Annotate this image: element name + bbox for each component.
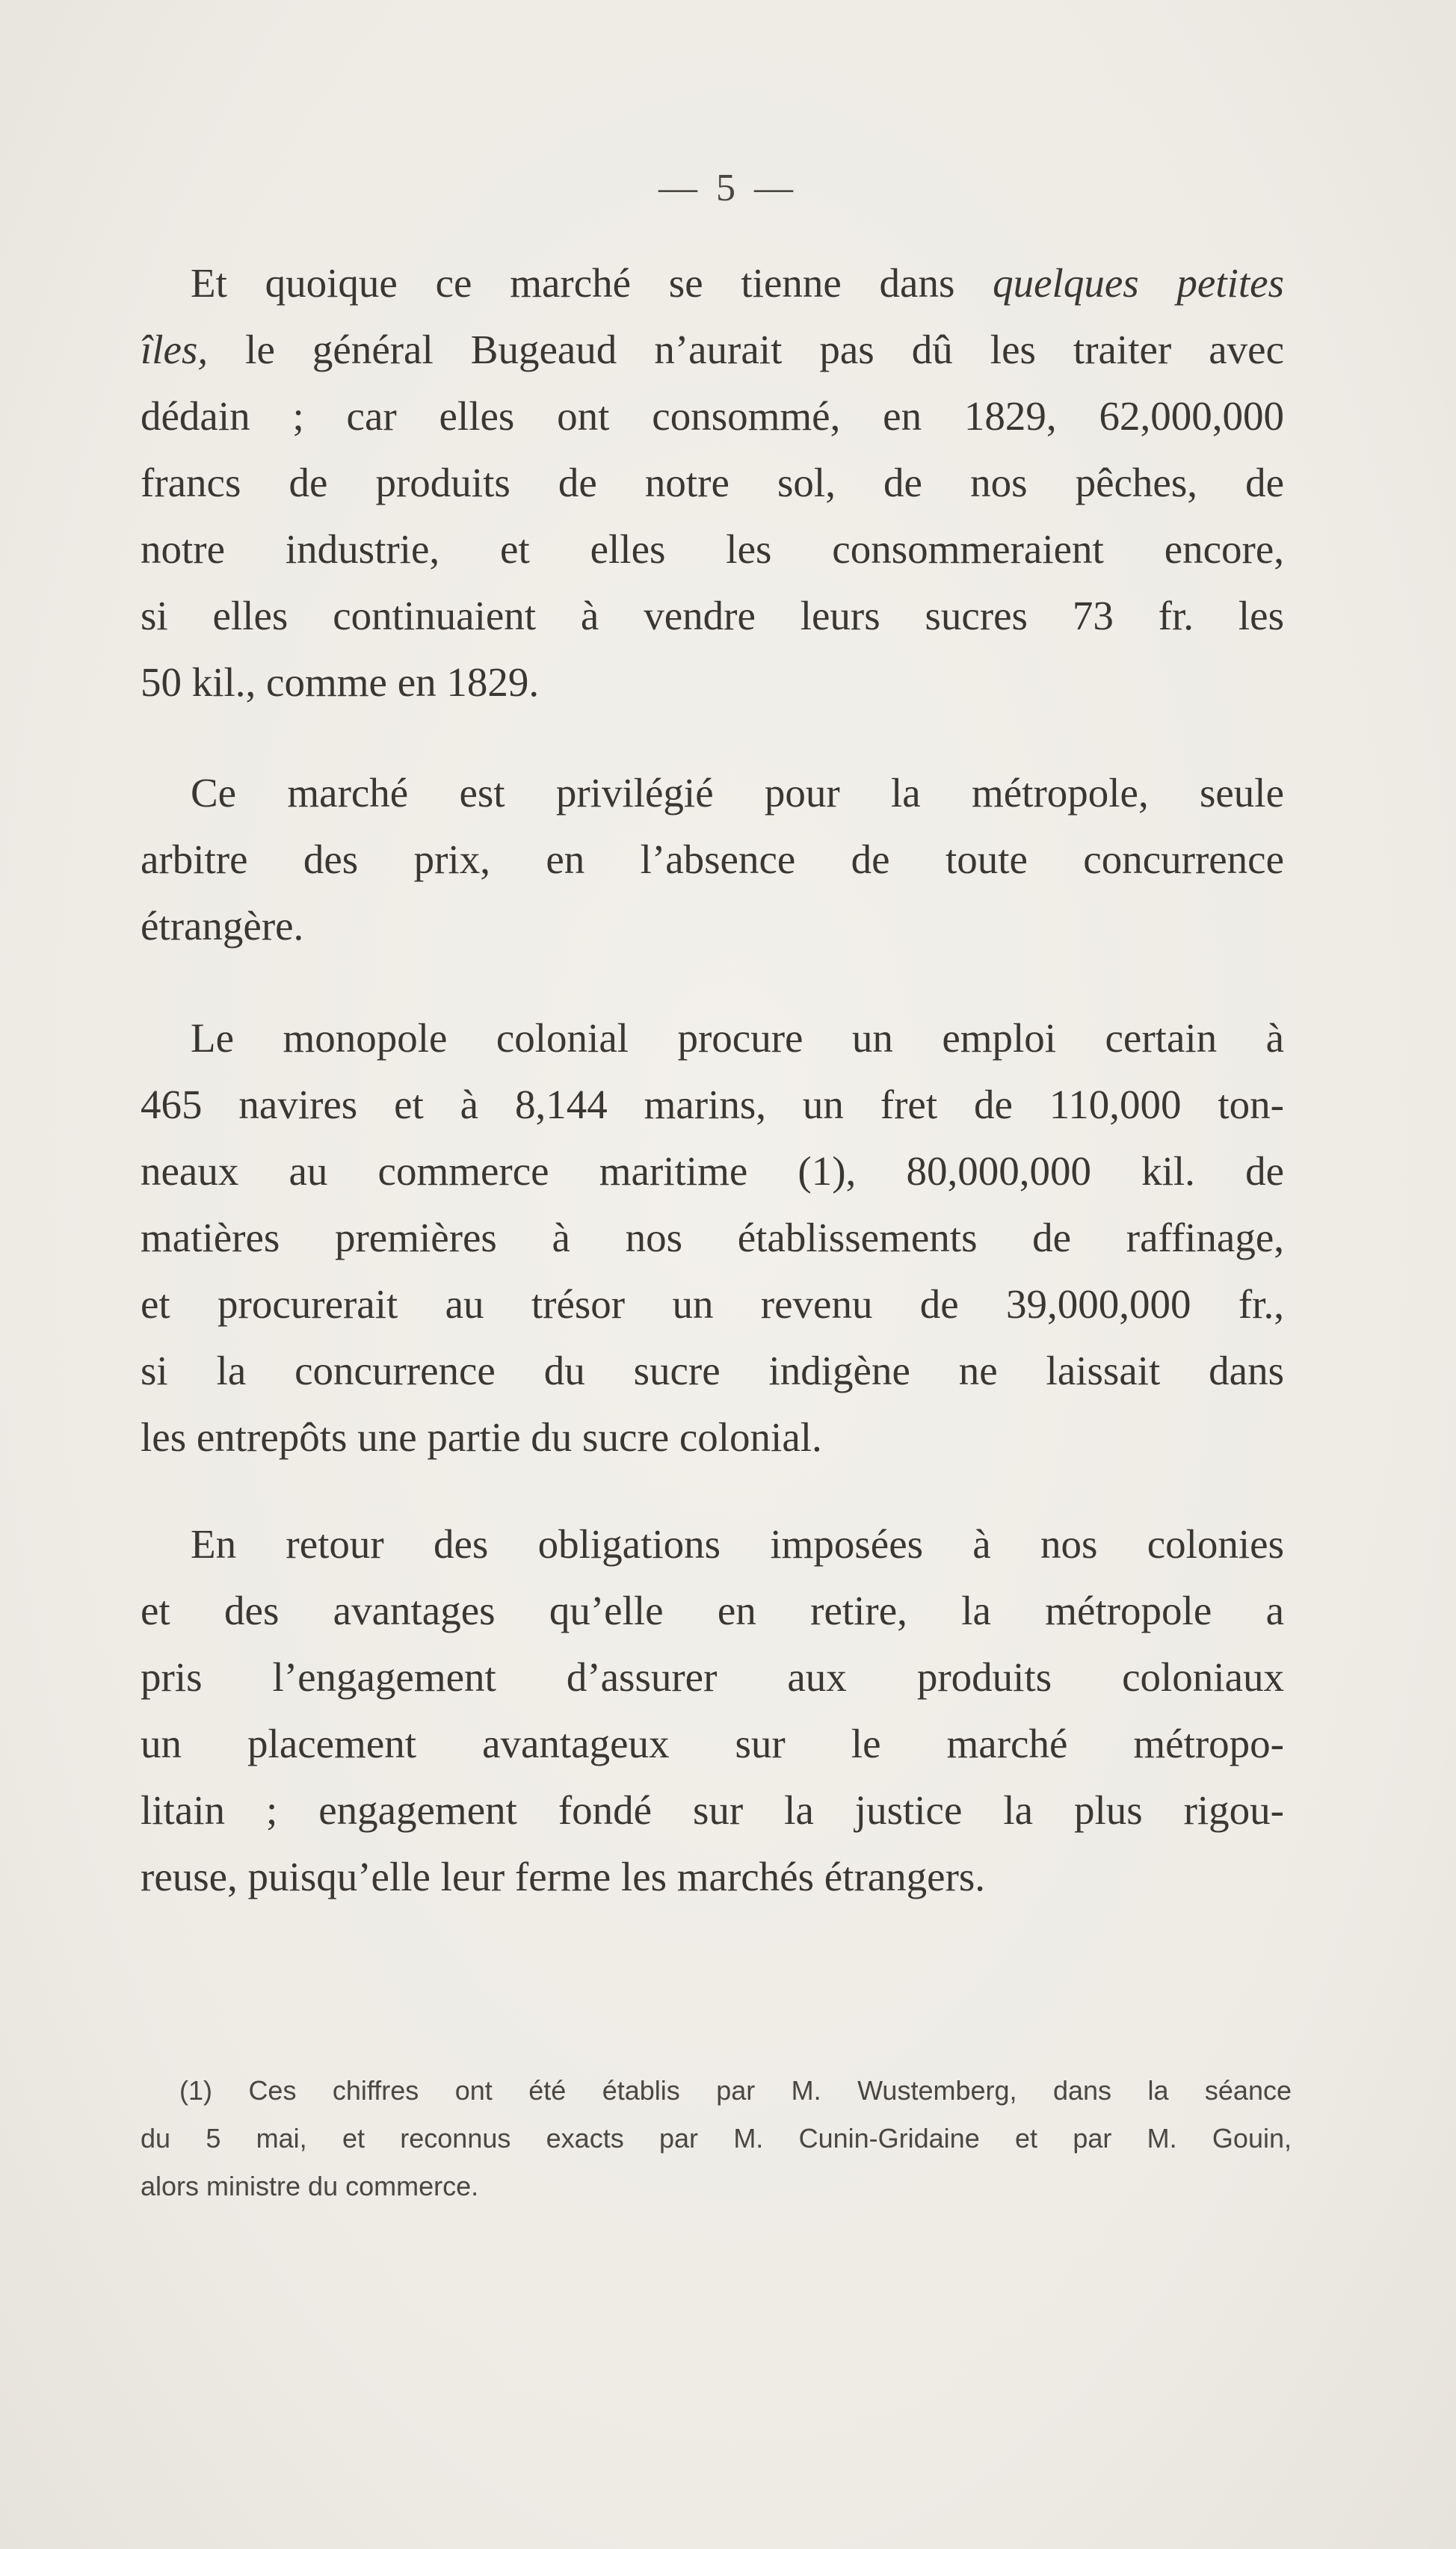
paragraph-2 [141, 759, 1284, 959]
text-line: Ce marché est privilégié pour la métropole, seule [191, 770, 1284, 816]
line-text: le général Bugeaud n’aurait pas dû les traiter avec [208, 327, 1284, 372]
text-line: si elles continuaient à vendre leurs sucres 73 fr. les [141, 593, 1284, 638]
page-number: — 5 — [658, 167, 798, 209]
line-text: Et quoique ce marché se tienne dans [191, 260, 993, 306]
paragraph-1 [141, 250, 1284, 715]
text-line: étrangère. [141, 903, 304, 949]
text-line [141, 316, 1284, 383]
text-line: reuse, puisqu’elle leur ferme les marchés étrangers. [141, 1854, 986, 1899]
italic-text: îles, [141, 327, 209, 372]
paragraph-3 [141, 1005, 1284, 1470]
text-line [141, 250, 1284, 316]
text-line: neaux au commerce maritime (1), 80,000,000 kil. de [141, 1148, 1284, 1194]
text-line: notre industrie, et elles les consommeraient encore, [141, 526, 1284, 572]
text-line: les entrepôts une partie du sucre colonial. [141, 1414, 822, 1460]
text-line: arbitre des prix, en l’absence de toute concurrence [141, 836, 1284, 882]
text-line: En retour des obligations imposées à nos colonies [191, 1521, 1284, 1567]
text-line: pris l’engagement d’assurer aux produits coloniaux [141, 1654, 1284, 1700]
text-line: 465 navires et à 8,144 marins, un fret de 110,000 ton- [141, 1082, 1284, 1127]
text-line: et des avantages qu’elle en retire, la métropole a [141, 1588, 1284, 1633]
footnote-line: du 5 mai, et reconnus exacts par M. Cunin-Gridaine et par M. Gouin, [141, 2123, 1292, 2154]
text-line: et procurerait au trésor un revenu de 39,000,000 fr., [141, 1281, 1284, 1327]
footnote [141, 2067, 1292, 2210]
text-line: dédain ; car elles ont consommé, en 1829, 62,000,000 [141, 393, 1284, 439]
footnote-line: alors ministre du commerce. [141, 2171, 479, 2201]
text-line: francs de produits de notre sol, de nos pêches, de [141, 460, 1284, 505]
text-line: un placement avantageux sur le marché métropo- [141, 1721, 1284, 1766]
paragraph-4 [141, 1511, 1284, 1910]
footnote-line: (1) Ces chiffres ont été établis par M. Wustemberg, dans la séance [179, 2075, 1292, 2106]
text-line: matières premières à nos établissements de raffinage, [141, 1215, 1284, 1260]
italic-text: quelques petites [993, 260, 1284, 306]
text-line: si la concurrence du sucre indigène ne laissait dans [141, 1348, 1284, 1393]
text-line: 50 kil., comme en 1829. [141, 659, 540, 705]
text-line: litain ; engagement fondé sur la justice la plus rigou- [141, 1787, 1284, 1833]
text-line: Le monopole colonial procure un emploi certain à [191, 1015, 1284, 1061]
